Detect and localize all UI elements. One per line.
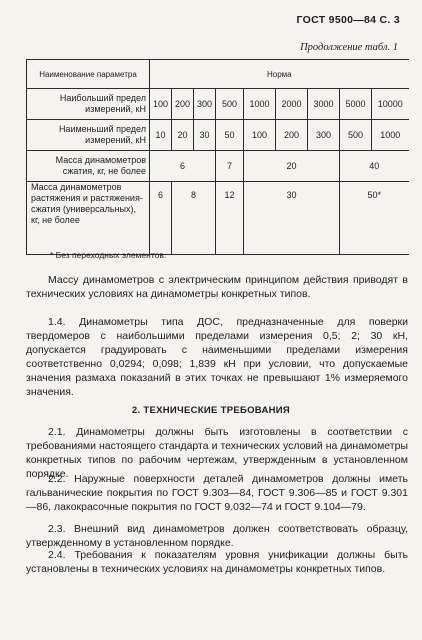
table-cell: 100 bbox=[244, 120, 276, 151]
table-cell: 200 bbox=[172, 89, 194, 120]
table-cell: 2000 bbox=[276, 89, 308, 120]
norm-table bbox=[26, 59, 409, 255]
row-param: Наименьший предел измерений, кН bbox=[27, 120, 150, 151]
table-cell: 100 bbox=[150, 89, 172, 120]
table-cell: 5000 bbox=[340, 89, 372, 120]
table-cell: 50 bbox=[216, 120, 244, 151]
table-cell: 200 bbox=[276, 120, 308, 151]
header-param: Наименование параметра bbox=[27, 60, 150, 89]
paragraph-2-2: 2.2. Наружные поверхности деталей динамометров должны иметь гальванические покрытия по ГОСТ 9.303—84, ГОСТ 9.306—85 и ГОСТ 9.301—86, лакокрасочные покрытия по ГОСТ 9.032—74 и ГОСТ 9.104—79. bbox=[26, 473, 408, 513]
table-cell: 7 bbox=[216, 151, 244, 182]
row-param: Наибольший предел измерений, кН bbox=[27, 89, 150, 120]
page-header: ГОСТ 9500—84 С. 3 bbox=[296, 14, 400, 26]
table-cell: 8 bbox=[172, 182, 216, 255]
table-cell: 500 bbox=[216, 89, 244, 120]
table-cell: 20 bbox=[244, 151, 340, 182]
table-cell: 3000 bbox=[308, 89, 340, 120]
paragraph-mass: Массу динамометров с электрическим принципом действия приводят в технических условиях на динамометры конкретных типов. bbox=[26, 274, 408, 300]
paragraph-2-4: 2.4. Требования к показателям уровня унификации должны быть установлены в технических условиях на динамометры конкретных типов. bbox=[26, 549, 408, 575]
table-cell: 1000 bbox=[372, 120, 409, 151]
table-cell: 300 bbox=[308, 120, 340, 151]
table-cell: 6 bbox=[150, 151, 216, 182]
row-param: Масса динамометров сжатия, кг, не более bbox=[27, 151, 150, 182]
table-cell: 30 bbox=[194, 120, 216, 151]
paragraph-2-1: 2.1. Динамометры должны быть изготовлены в соответствии с требованиями настоящего стандарта и технических условий на динамометры конкретных типов по рабочим чертежам, утвержденным в установленном порядке. bbox=[26, 426, 408, 480]
table-cell: 50* bbox=[340, 182, 409, 255]
table-cell: 1000 bbox=[244, 89, 276, 120]
table-cell: 10 bbox=[150, 120, 172, 151]
table-cell: 500 bbox=[340, 120, 372, 151]
table-cell: 6 bbox=[150, 182, 172, 255]
section-title: 2. ТЕХНИЧЕСКИЕ ТРЕБОВАНИЯ bbox=[131, 405, 291, 416]
table-row bbox=[27, 182, 409, 255]
table-cell: 30 bbox=[244, 182, 340, 255]
table-row bbox=[27, 151, 409, 182]
table-header-row bbox=[27, 60, 409, 89]
header-norm: Норма bbox=[150, 60, 409, 89]
table-row bbox=[27, 89, 409, 120]
table-continuation-label: Продолжение табл. 1 bbox=[300, 42, 398, 53]
table-cell: 10000 bbox=[372, 89, 409, 120]
table-footnote: * Без переходных элементов. bbox=[50, 250, 167, 260]
table-cell: 300 bbox=[194, 89, 216, 120]
table-row bbox=[27, 120, 409, 151]
paragraph-2-3: 2.3. Внешний вид динамометров должен соответствовать образцу, утвержденному в установленном порядке. bbox=[26, 523, 408, 549]
row-param: Масса динамометров растяжения и растяжения-сжатия (универсальных), кг, не более bbox=[27, 182, 150, 255]
table-cell: 12 bbox=[216, 182, 244, 255]
table-cell: 20 bbox=[172, 120, 194, 151]
table-cell: 40 bbox=[340, 151, 409, 182]
paragraph-1-4: 1.4. Динамометры типа ДОС, предназначенные для поверки твердомеров с наибольшими пределами измерения 0,5; 2; 30 кН, допускается градуировать с наименьшими пределами измерения соответственно 0,0294; 0,098; 1,839 кН при условии, что допускаемые значения размаха показаний в этих точках не превышают 1% измеряемого значения. bbox=[26, 316, 408, 398]
